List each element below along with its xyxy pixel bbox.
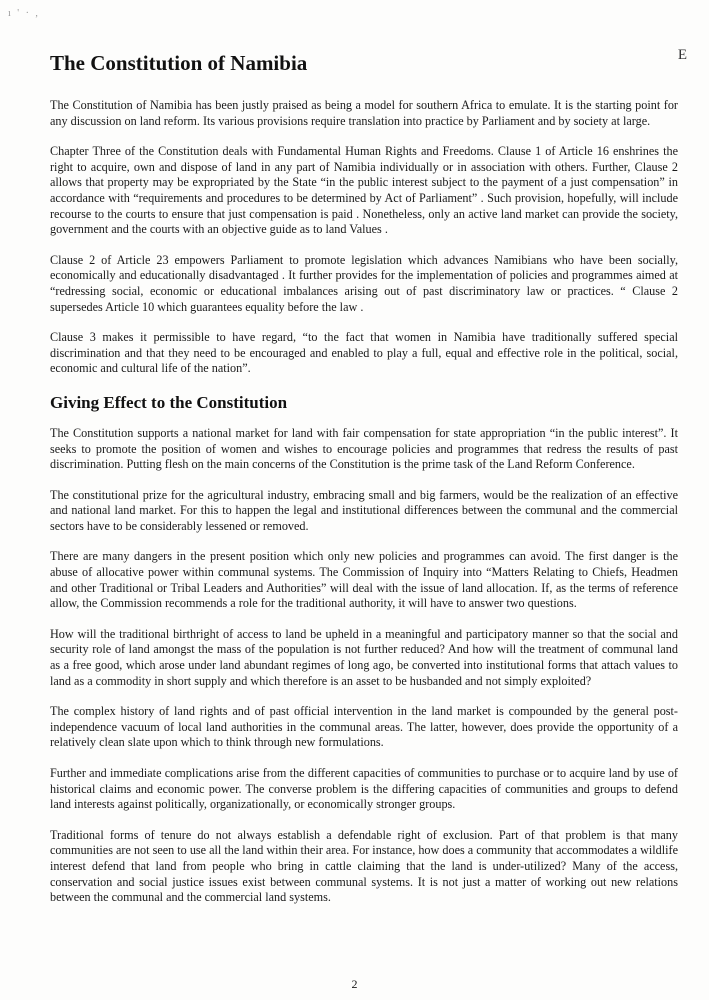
- paragraph: How will the traditional birthright of access to land be upheld in a meaningful and participatory manner so that the social and security role of land amongst the mass of the population is not further reduced? And how will the treatment of communal land as a free good, which arose under land abundant regimes of long ago, be converted into institutional forms that attach values to land as a commodity in short supply and which therefore is an asset to be husbanded and not simply exploited?: [50, 626, 678, 688]
- page-content: [50, 50, 678, 921]
- paragraph: Clause 3 makes it permissible to have regard, “to the fact that women in Namibia have traditionally suffered special discrimination and that they need to be encouraged and enabled to play a full, equal and effective role in the political, social, economic and cultural life of the nation”.: [50, 330, 678, 376]
- paragraph: Clause 2 of Article 23 empowers Parliament to promote legislation which advances Namibians who have been socially, economically and educationally disadvantaged . It further provides for the implementation of policies and programmes aimed at “redressing social, economic or educational imbalances arising out of past discriminatory law or practices. “ Clause 2 supersedes Article 10 which guarantees equality before the law .: [50, 252, 678, 314]
- section-giving-effect: [50, 392, 678, 906]
- paragraph: Further and immediate complications arise from the different capacities of communities to purchase or to acquire land by use of historical claims and economic power. The converse problem is the differing capacities of communities and groups to defend land interests against politically, organizationally, or economically stronger groups.: [50, 766, 678, 812]
- paragraph: There are many dangers in the present position which only new policies and programmes can avoid. The first danger is the abuse of allocative power within communal systems. The Commission of Inquiry into “Matters Relating to Chiefs, Headmen and other Traditional or Tribal Leaders and Authorities” will deal with the issue of land allocation. If, as the terms of reference allow, the Commission recommends a role for the traditional authority, it will have to answer two questions.: [50, 549, 678, 611]
- page-number: 2: [351, 977, 358, 991]
- paragraph: The complex history of land rights and of past official intervention in the land market is compounded by the general post-independence vacuum of local land authorities in the communal areas. The latter, however, does provide the opportunity of a relatively clean slate upon which to think through new formulations.: [50, 704, 678, 750]
- paragraph: The Constitution of Namibia has been justly praised as being a model for southern Africa to emulate. It is the starting point for any discussion on land reform. Its various provisions require translation into practice by Parliament and by society at large.: [50, 98, 678, 128]
- paragraph: The constitutional prize for the agricultural industry, embracing small and big farmers, would be the realization of an effective and national land market. For this to happen the legal and institutional differences between the communal and the commercial sectors have to be considerably lessened or removed.: [50, 487, 678, 533]
- paragraph: The Constitution supports a national market for land with fair compensation for state appropriation “in the public interest”. It seeks to promote the position of women and wishes to encourage policies and programmes that redress the results of past discrimination. Putting flesh on the main concerns of the Constitution is the prime task of the Land Reform Conference.: [50, 425, 678, 472]
- paragraph: Traditional forms of tenure do not always establish a defendable right of exclusion. Part of that problem is that many communities are not seen to use all the land within their area. For instance, how does a community that accommodates a wildlife interest defend that land from people who bring in cattle claiming that the land is under-utilized? Many of the access, conservation and social justice issues exist between communal systems. It is not just a matter of working out new relations between the communal and the commercial land systems.: [50, 827, 678, 905]
- page-title: The Constitution of Namibia: [50, 51, 308, 75]
- scan-corner-mark: ı ' · ,: [8, 8, 40, 19]
- section-constitution: [50, 98, 678, 377]
- paragraph: Chapter Three of the Constitution deals with Fundamental Human Rights and Freedoms. Clause 1 of Article 16 enshrines the right to acquire, own and dispose of land in any part of Namibia individually or in association with others. Further, Clause 2 allows that property may be expropriated by the State “in the public interest subject to the payment of a just compensation” in accordance with “requirements and procedures to be determined by Act of Parliament” . Such provision, hopefully, will include recourse to the courts to ensure that just compensation is paid . Nonetheless, only an active land market can provide the society, government and the courts with an objective guide as to land Values .: [50, 144, 678, 237]
- section-letter: E: [677, 47, 687, 63]
- section-heading: Giving Effect to the Constitution: [50, 392, 288, 412]
